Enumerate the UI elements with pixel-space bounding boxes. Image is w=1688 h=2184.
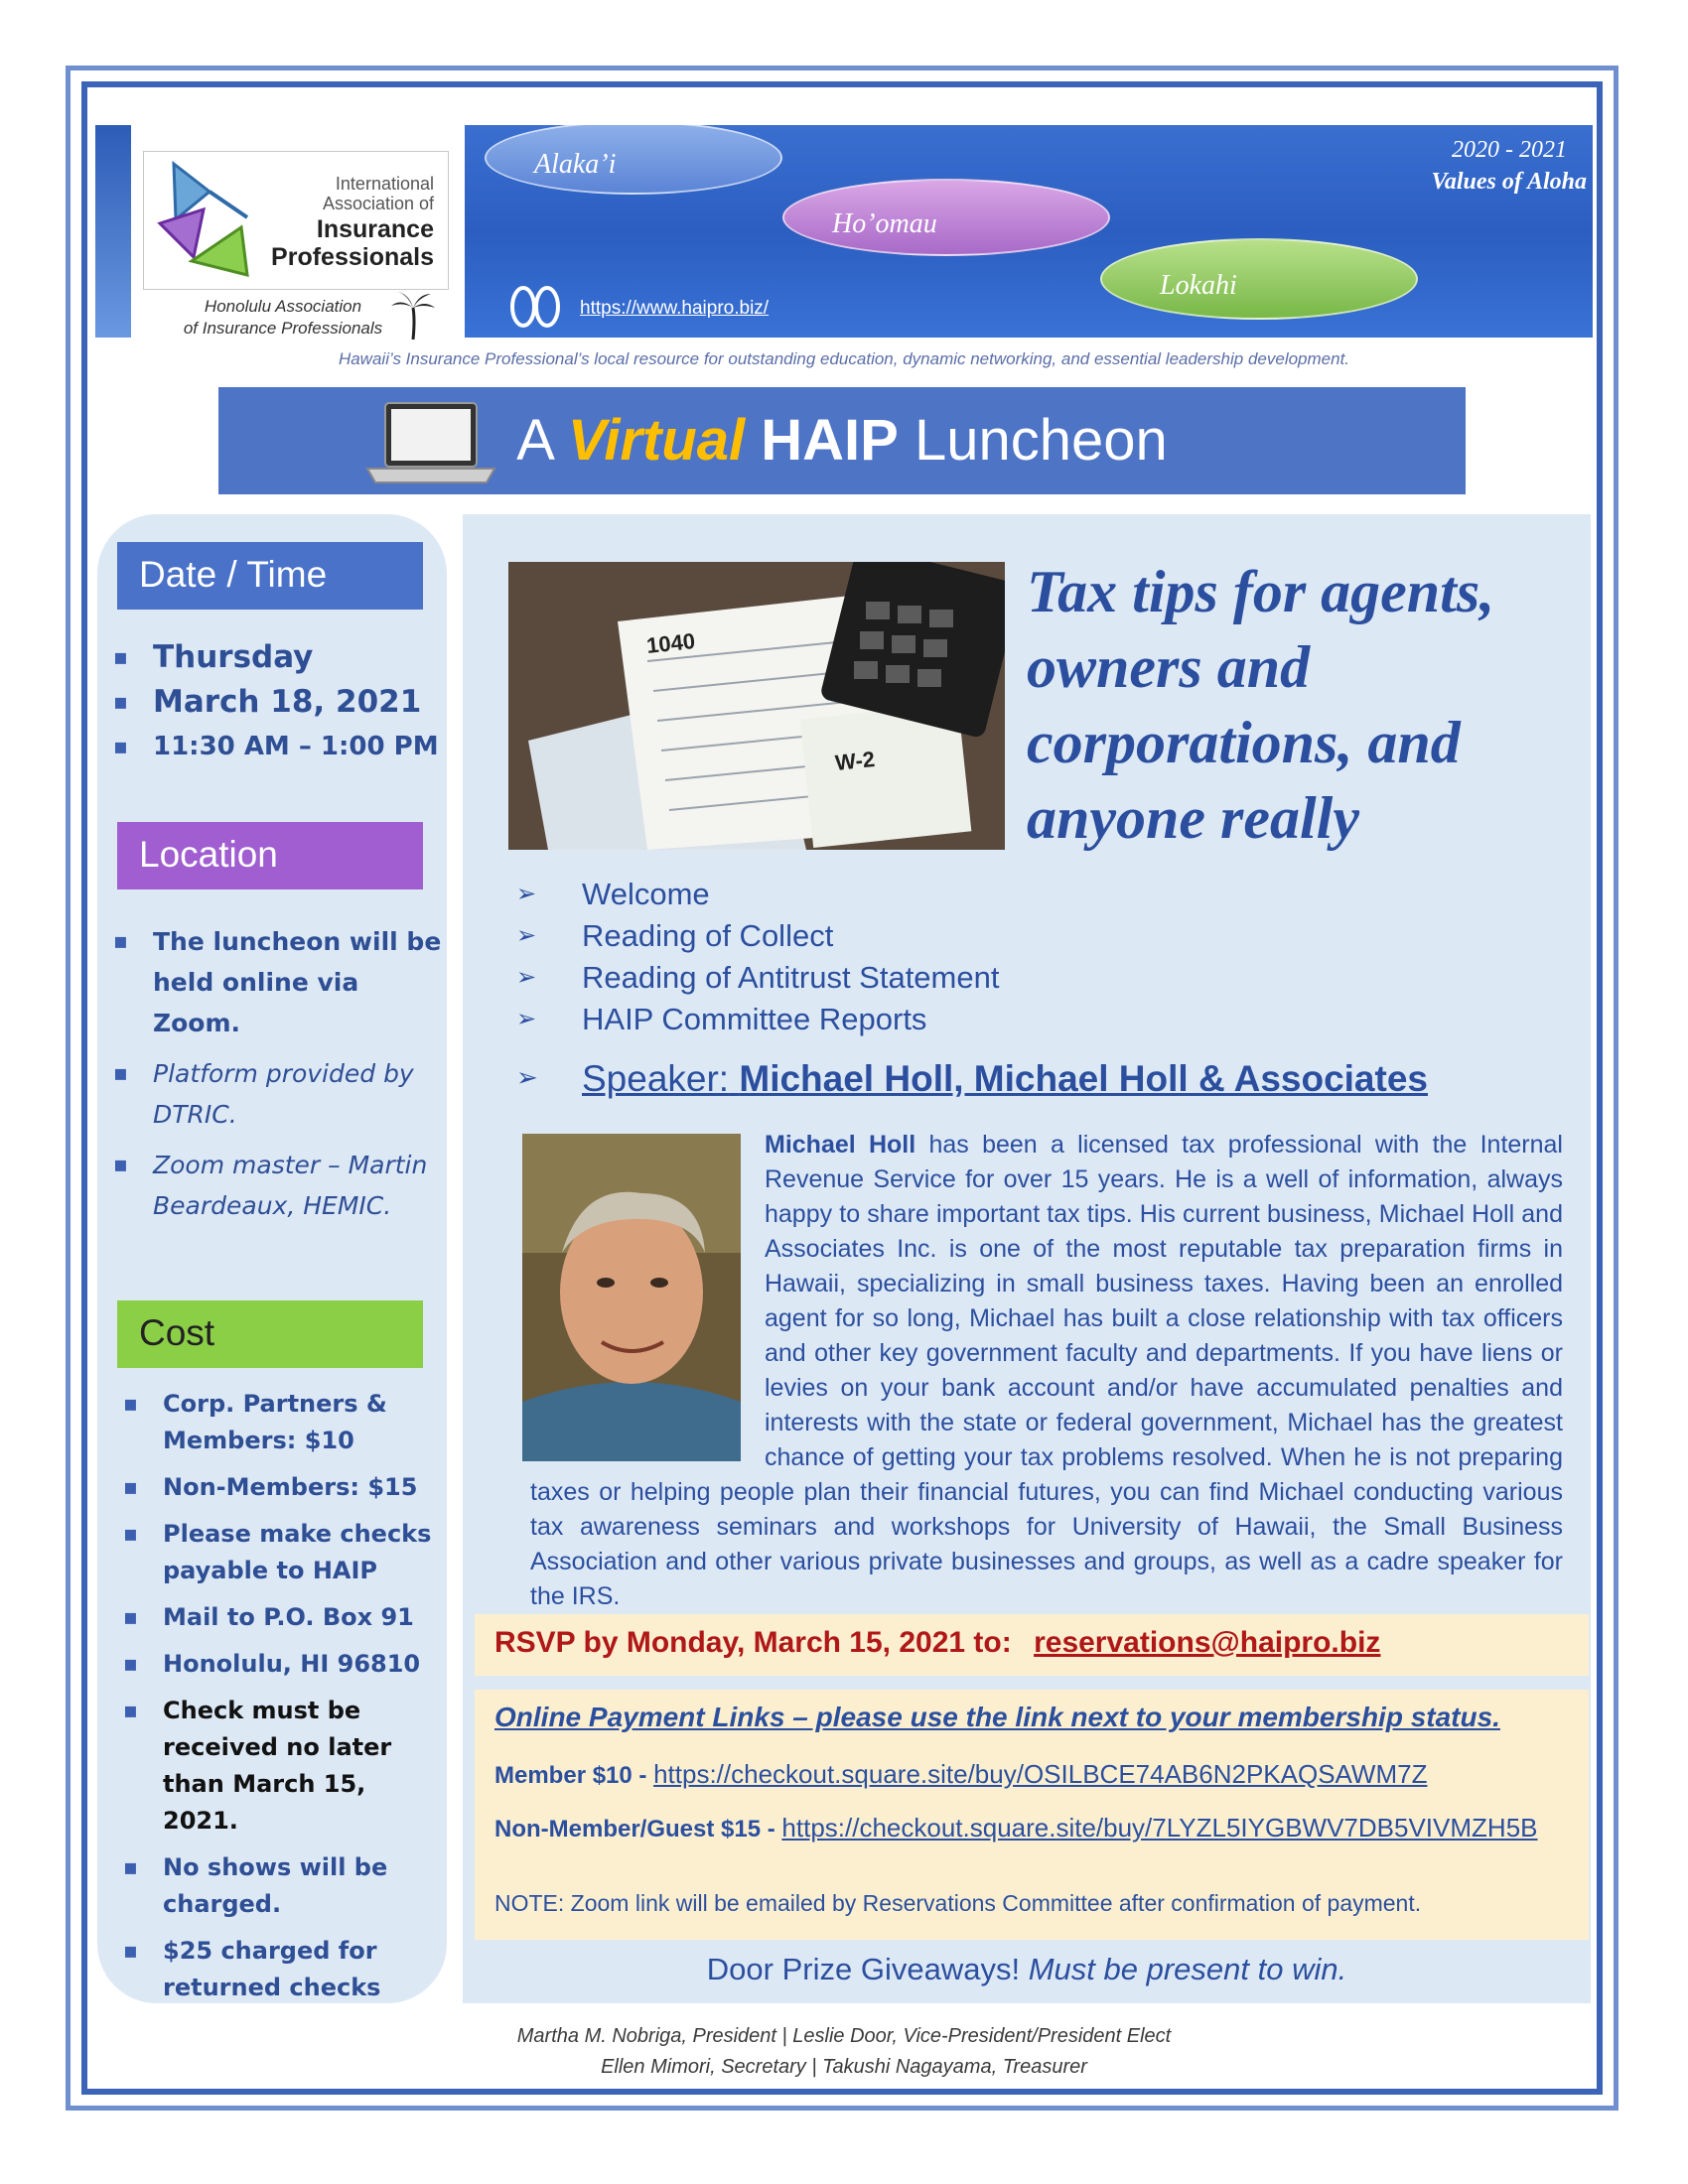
agenda-item: ➢ Reading of Collect [516,915,999,957]
door-prize-note: Must be present to win. [1028,1952,1347,1986]
value-lokahi: Lokahi [1160,270,1237,301]
officers-line1: Martha M. Nobriga, President | Leslie Door, Vice-President/President Elect [516,2025,1172,2047]
cost-list [121,1386,439,2016]
page-title [218,407,1466,474]
location-item: ▪ The luncheon will be held online via Zoom. [111,921,449,1043]
cost-item: ▪ $25 charged for returned checks [121,1933,439,2006]
location-heading: Location [117,822,423,889]
door-prize [463,1952,1591,1987]
agenda-item: ➢ Welcome [516,874,999,915]
nonmember-label: Non-Member/Guest $15 - [494,1816,775,1843]
value-homau: Ho’omau [832,208,937,239]
value-alakai: Alaka’i [534,149,617,180]
headline: Tax tips for agents, owners and corporations, and anyone really [1027,559,1495,851]
honolulu-association-text [159,296,407,340]
tagline: Hawaii’s Insurance Professional’s local resource for outstanding education, dynamic networking, and essential leadership development. [338,349,1350,368]
cost-item: ▪ Honolulu, HI 96810 [121,1646,439,1683]
agenda-item: ➢ Reading of Antitrust Statement [516,957,999,999]
arrow-bullet-icon: ➢ [516,1062,538,1092]
values-of-aloha: Values of Aloha [1431,169,1587,195]
iaip-logo [143,151,449,290]
logo-line3: Insurance [316,215,434,243]
date-item: ▪ 11:30 AM – 1:00 PM [111,727,449,767]
logo-line4: Professionals [271,243,434,271]
cost-item: ▪ No shows will be charged. [121,1849,439,1923]
location-item: ▪ Zoom master – Martin Beardeaux, HEMIC. [111,1145,449,1226]
svg-text:W-2: W-2 [833,746,877,775]
payment-title: Online Payment Links – please use the link next to your membership status. [494,1702,1500,1732]
payment-box [475,1690,1589,1940]
cost-item: ▪ Non-Members: $15 [121,1469,439,1506]
member-label: Member $10 - [494,1762,647,1789]
rsvp-email-link[interactable]: reservations@haipro.biz [1034,1626,1381,1659]
member-payment-line [494,1759,1427,1790]
location-list [111,921,449,1236]
location-item: ▪ Platform provided by DTRIC. [111,1053,449,1135]
speaker-label: Speaker: [582,1058,730,1099]
title-suffix: Luncheon [914,408,1168,473]
agenda-list [516,874,999,1040]
website-link[interactable]: https://www.haipro.biz/ [580,298,770,319]
cost-item: ▪ Corp. Partners & Members: $10 [121,1386,439,1459]
cost-item: ▪ Check must be received no later than March 15, 2021. [121,1693,439,1840]
title-prefix: A [516,408,552,473]
svg-text:1040: 1040 [644,627,697,658]
bio-text: has been a licensed tax professional with the Internal Revenue Service for over 15 years. He is a well of information, always happy to share important tax tips. His current business, Michael Holl and Associates Inc. is one of the most reputable tax preparation firms in Hawaii, specializing in small business taxes. Having been an enrolled agent for so long, Michael has built a close relationship with tax officers and other key government faculty and departments. If you have liens or levies on your bank account and/or have accumulated penalties and interests with the state or federal government, Michael has the greatest chance of getting your tax problems resolved. When he is not preparing taxes or helping people plan their financial futures, you can find Michael conducting various tax awareness seminars and workshops for University of Hawaii, the Small Business Association and other various private businesses and groups, as well as a cadre speaker for the IRS. [530,1131,1563,1610]
palm-tree-icon [389,290,437,341]
honolulu-line2: of Insurance Professionals [183,319,383,338]
slippers-icon [508,284,562,330]
member-payment-link[interactable]: https://checkout.square.site/buy/OSILBCE74AB6N2PKAQSAWM7Z [653,1759,1428,1789]
officers-line2: Ellen Mimori, Secretary | Takushi Nagayama, Treasurer [601,2056,1087,2078]
date-time-heading: Date / Time [117,542,423,610]
logo-line2: Association of [322,194,434,213]
payment-note: NOTE: Zoom link will be emailed by Reservations Committee after confirmation of payment. [494,1890,1422,1916]
speaker-name: Michael Holl, Michael Holl & Associates [739,1058,1428,1099]
date-item: ▪ March 18, 2021 [111,682,449,723]
cost-item: ▪ Mail to P.O. Box 91 [121,1599,439,1636]
speaker-bio [530,1128,1563,1614]
nonmember-payment-line [494,1813,1538,1843]
year-text: 2020 - 2021 [1452,137,1567,163]
title-bar [218,387,1466,494]
bio-photo-spacer [530,1128,765,1461]
tax-forms-photo [508,562,1005,850]
door-prize-text: Door Prize Giveaways! [706,1952,1021,1986]
cost-item: ▪ Please make checks payable to HAIP [121,1516,439,1589]
rsvp-text: RSVP by Monday, March 15, 2021 to: [494,1626,1012,1659]
cost-heading: Cost [117,1300,423,1368]
date-item: ▪ Thursday [111,637,449,678]
value-pill-1 [485,125,782,195]
logo-line1: International [335,174,434,194]
nonmember-payment-link[interactable]: https://checkout.square.site/buy/7LYZL5IYGBWV7DB5VIVMZH5B [781,1813,1538,1843]
value-pill-3 [1100,238,1418,320]
bio-name: Michael Holl [765,1131,916,1159]
triangle-logo-icon [152,158,261,283]
rsvp-box [475,1614,1589,1676]
header-left-strip [95,125,131,338]
title-virtual: Virtual [567,408,746,473]
date-time-list [111,637,449,777]
agenda-item: ➢ HAIP Committee Reports [516,999,999,1040]
speaker-line [582,1058,1476,1100]
header-banner [465,125,1593,338]
title-haip: HAIP [761,408,899,473]
honolulu-line1: Honolulu Association [204,297,362,316]
